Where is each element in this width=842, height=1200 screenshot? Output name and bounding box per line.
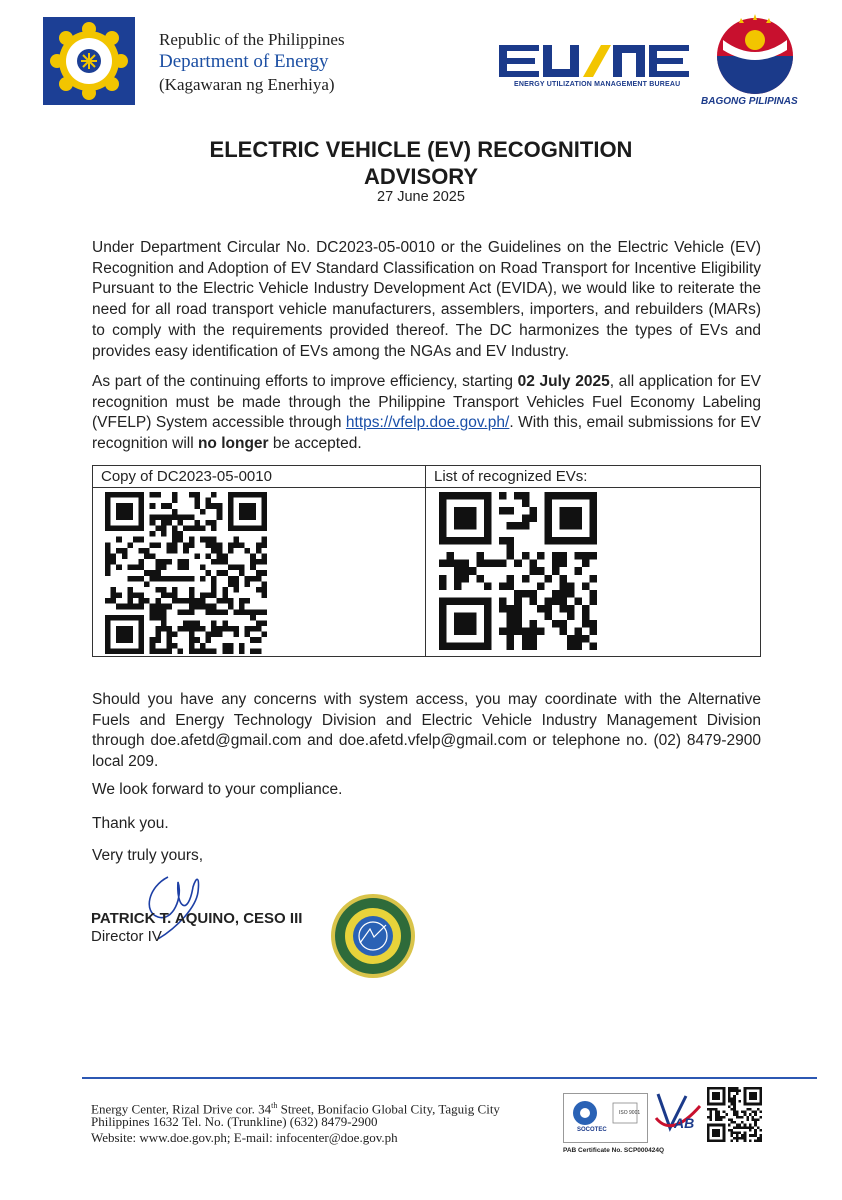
kagawaran-line: (Kagawaran ng Enerhiya): [159, 75, 335, 94]
p2-text-c: , all application for EV recognition must be made through the Philippine Transport Vehicles Fuel Economy Labeling (VFELP) System accessible through: [92, 373, 761, 432]
no-longer-emphasis: no longer: [197, 435, 269, 453]
look-forward-line: We look forward to your compliance.: [92, 781, 343, 798]
paragraph-application: [92, 372, 761, 455]
footer-address-line-2: Philippines 1632 Tel. No. (Trunkline) (632) 8479-2900: [91, 1114, 378, 1129]
pab-accreditation-logo: [652, 1088, 704, 1143]
signatory-title: Director IV: [91, 928, 162, 945]
department-name: Department of Energy: [159, 51, 329, 72]
socotec-certification-logo: [563, 1093, 648, 1143]
eumb-seal: [330, 893, 416, 979]
qr-cell-circular: [93, 466, 426, 656]
p2-text-d: . With this, email submissions for EV recognition will: [92, 414, 761, 453]
title-line-1: ELECTRIC VEHICLE (EV) RECOGNITION: [209, 137, 633, 162]
closing-line: Very truly yours,: [92, 847, 204, 864]
qr-code-table: [92, 465, 761, 657]
iso-label: ISO 9001: [619, 1110, 641, 1116]
qr-label-recognized-evs: List of recognized EVs:: [426, 466, 760, 488]
p2-text-f: be accepted.: [268, 435, 362, 453]
pab-certificate-number: PAB Certificate No. SCP000424Q: [563, 1147, 665, 1154]
republic-line: Republic of the Philippines: [159, 30, 345, 49]
p2-text-a: As part of the continuing efforts to improve efficiency, starting: [92, 373, 518, 390]
bagong-pilipinas-caption: BAGONG PILIPINAS: [701, 96, 798, 107]
advisory-date: 27 June 2025: [377, 189, 465, 205]
qr-code-recognized-evs[interactable]: [439, 492, 597, 650]
socotec-label: SOCOTEC: [577, 1127, 607, 1133]
start-date: 02 July 2025: [517, 373, 610, 390]
addr-text-a: Energy Center, Rizal Drive cor. 34: [91, 1101, 272, 1117]
bagong-pilipinas-logo: [709, 10, 801, 94]
footer-qr-code[interactable]: [707, 1087, 762, 1142]
qr-cell-recognized-evs: [426, 466, 760, 656]
signatory-name: PATRICK T. AQUINO, CESO III: [91, 910, 303, 927]
qr-label-circular: Copy of DC2023-05-0010: [93, 466, 425, 488]
thank-you-line: Thank you.: [92, 815, 169, 832]
paragraph-concerns: Should you have any concerns with system access, you may coordinate with the Alternative Fuels and Energy Technology Division and Electric Vehicle Industry Management Division through doe.afetd@gmail.com and doe.afetd.vfelp@gmail.com or telephone no. (02) 8479-2900 local 209.: [92, 691, 761, 771]
vfelp-link[interactable]: https://vfelp.doe.gov.ph/: [345, 414, 510, 432]
addr-superscript: th: [271, 1101, 278, 1110]
title-line-2: ADVISORY: [363, 164, 479, 189]
footer-website-email: Website: www.doe.gov.ph; E-mail: infocenter@doe.gov.ph: [91, 1130, 398, 1145]
footer-divider: [82, 1077, 817, 1079]
advisory-title: [0, 136, 842, 190]
doe-seal-logo: [43, 17, 135, 105]
paragraph-circular: Under Department Circular No. DC2023-05-0010 or the Guidelines on the Electric Vehicle (EV) Recognition and Adoption of EV Standard Classification on Road Transport for Incentive Eligibility Pursuant to the Electric Vehicle Industry Development Act (EVIDA), we would like to reiterate the need for all road transport vehicle manufacturers, assemblers, importers, and rebuilders (MARs) to comply with the requirements provided thereof. The DC harmonizes the types of EVs and provides easy identification of EVs among the NGAs and EV Industry.: [92, 239, 761, 360]
qr-code-circular[interactable]: [105, 492, 267, 654]
addr-text-b: Street, Bonifacio Global City, Taguig City: [277, 1101, 500, 1117]
eumb-caption: ENERGY UTILIZATION MANAGEMENT BUREAU: [514, 81, 681, 88]
svg-text:AB: AB: [674, 1115, 695, 1131]
